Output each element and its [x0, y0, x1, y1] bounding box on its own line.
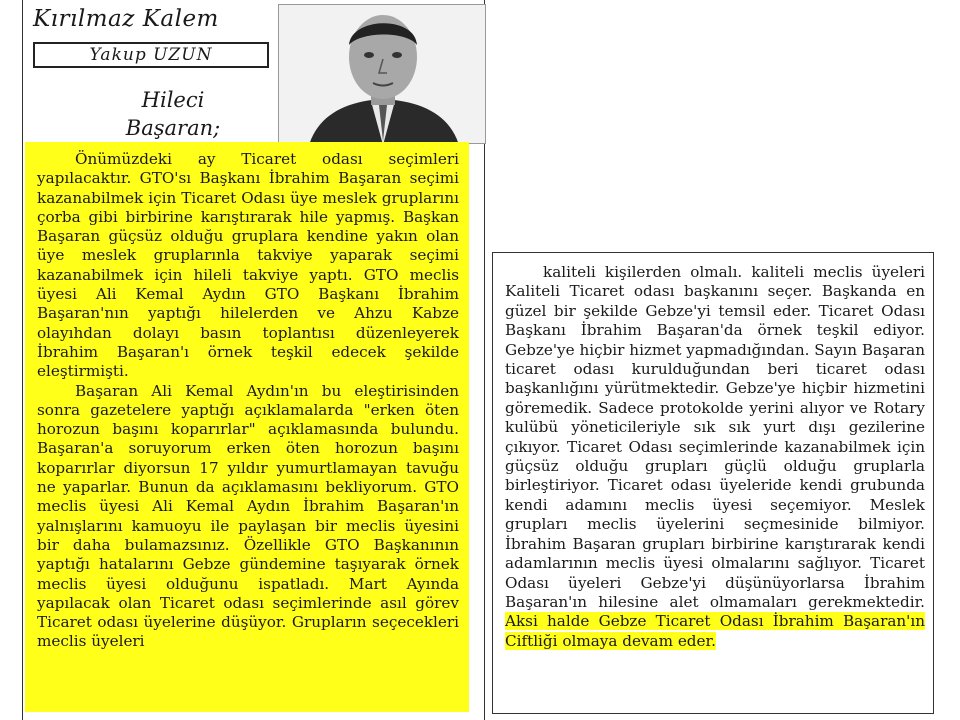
highlighted-closing-text: Aksi halde Gebze Ticaret Odası İbrahim Başaran'ın Ciftliği olmaya devam eder. [505, 612, 925, 650]
headline-line-1: Hileci [141, 88, 205, 112]
article-headline [83, 86, 263, 142]
left-column-text [25, 142, 469, 712]
right-paragraph [505, 263, 925, 651]
paragraph-1: Önümüzdeki ay Ticaret odası seçimleri yapılacaktır. GTO'sı Başkanı İbrahim Başaran seçimi kazanabilmek için Ticaret Odası üye meslek gruplarını çorba gibi birbirine karıştırarak hile yapmış. Başkan Başaran güçsüz olduğu gruplara kendine yakın olan üye meslek gruplarınla takviye yaparak seçimi kazanabilmek için hileli takviye yaptı. GTO meclis üyesi Ali Kemal Aydın GTO Başkanı İbrahim Başaran'nın yaptığı hilelerden ve Ahzu Kabze olayıhdan dolayı basın toplantısı düzenleyerek İbrahim Başaran'ı örnek teşkil edecek şekilde eleştirmişti. [37, 150, 459, 381]
right-paragraph-text: kaliteli kişilerden olmalı. kaliteli meclis üyeleri Kaliteli Ticaret odası başkanını seçer. Başkanda en güzel bir şekilde Gebze'yi temsil eder. Ticaret Odası Başkanı İbrahim Başaran'da örnek teşkil ediyor. Gebze'ye hiçbir hizmet yapmadığından. Sayın Başaran ticaret odası kurulduğundan beri ticaret odası başkanlığını yürütmektedir. Gebze'ye hiçbir hizmetini göremedik. Sadece protokolde yerini alıyor ve Rotary kulübü yöneticileriyle sık sık yurt dışı gezilerine çıkıyor. Ticaret Odası seçimlerinde kazanabilmek için güçsüz olduğu grupları güçlü olduğu gruplarla birleştiriyor. Ticaret odası üyeleride kendi grubunda kendi adamını meclis üyesi seçemiyor. Meslek grupları meclis üyelerini seçmesinide bilmiyor. İbrahim Başaran grupları birbirine karıştırarak kendi adamlarının meclis üyesi olmalarını sağlıyor. Ticaret Odası üyeleri Gebze'yi düşünüyorlarsa İbrahim Başaran'ın hilesine alet olmamaları gerekmektedir. [505, 263, 925, 611]
headline-line-2: Başaran; [125, 116, 221, 140]
author-byline: Yakup UZUN [33, 42, 269, 68]
author-portrait-image [279, 5, 486, 144]
author-photo [278, 4, 486, 144]
left-column [22, 0, 485, 720]
column-masthead: Kırılmaz Kalem [33, 6, 219, 32]
article-header [23, 0, 486, 150]
right-column [492, 252, 934, 714]
paragraph-2: Başaran Ali Kemal Aydın'ın bu eleştirisinden sonra gazetelere yaptığı açıklamalarda "erken öten horozun başını koparırlar" açıklamasında bulundu. Başaran'a soruyorum erken öten horozun başını koparırlar diyorsun 17 yıldır yumurtlamayan tavuğu ne yaparlar. Bunun da açıklamasını bekliyorum. GTO meclis üyesi Ali Kemal Aydın İbrahim Başaran'ın yalnışlarını kamuoyu ile paylaşan bir meclis üyesini bir daha bulamazsınız. Özellikle GTO Başkanının yaptığı hatalarını Gebze gündemine taşıyarak örnek meclis üyesi olduğunu ispatladı. Mart Ayında yapılacak olan Ticaret odası seçimlerinde asıl görev Ticaret odası üyelerine düşüyor. Grupların seçecekleri meclis üyeleri [37, 381, 459, 651]
